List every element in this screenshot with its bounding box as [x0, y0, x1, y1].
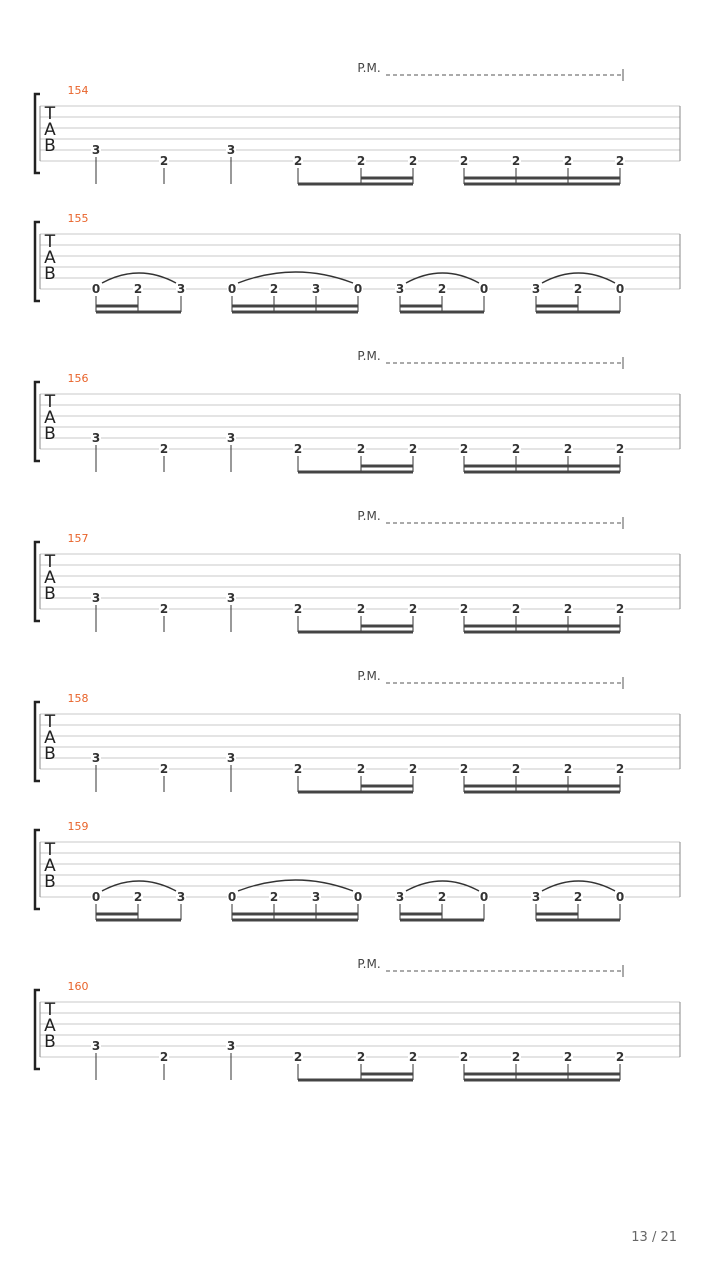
staff-system	[35, 820, 680, 922]
beam-secondary	[464, 785, 620, 788]
fret-number: 3	[226, 1039, 236, 1053]
fret-number: 3	[176, 890, 186, 904]
fret-number: 3	[395, 890, 405, 904]
tab-clef-letter: A	[44, 120, 56, 140]
staff-system	[35, 957, 680, 1082]
tab-clef-letter: A	[44, 1016, 56, 1036]
tab-clef-letter: T	[44, 392, 56, 412]
measure-number: 156	[67, 372, 89, 385]
fret-number: 3	[311, 890, 321, 904]
palm-mute-label: P.M.	[357, 669, 381, 683]
palm-mute-label: P.M.	[357, 509, 381, 523]
beam-secondary	[464, 625, 620, 628]
tab-clef-letter: B	[44, 584, 56, 604]
fret-number: 2	[615, 602, 625, 616]
beam	[536, 919, 620, 922]
fret-number: 0	[353, 890, 363, 904]
system-bracket	[35, 382, 40, 461]
tab-clef-letter: B	[44, 744, 56, 764]
fret-number: 2	[159, 1050, 169, 1064]
fret-number: 3	[91, 143, 101, 157]
beam	[400, 311, 484, 314]
fret-number: 2	[133, 282, 143, 296]
beam	[96, 919, 181, 922]
staff-system	[35, 669, 680, 794]
beam-secondary	[232, 305, 358, 308]
beam	[298, 631, 413, 634]
fret-number: 2	[159, 602, 169, 616]
fret-number: 0	[479, 890, 489, 904]
fret-number: 0	[615, 890, 625, 904]
measure-number: 159	[67, 820, 89, 833]
fret-number: 2	[511, 762, 521, 776]
tab-clef-letter: B	[44, 872, 56, 892]
fret-number: 2	[269, 282, 279, 296]
fret-number: 2	[356, 154, 366, 168]
tab-clef-letter: B	[44, 424, 56, 444]
fret-number: 3	[395, 282, 405, 296]
fret-number: 3	[226, 143, 236, 157]
measure-number: 157	[67, 532, 89, 545]
beam-secondary	[400, 913, 442, 916]
tab-clef-letter: T	[44, 840, 56, 860]
tab-clef-letter: B	[44, 1032, 56, 1052]
staff-system	[35, 349, 680, 474]
tab-clef-letter: T	[44, 104, 56, 124]
fret-number: 2	[356, 442, 366, 456]
beam	[232, 919, 358, 922]
beam	[464, 1079, 620, 1082]
beam	[298, 183, 413, 186]
fret-number: 2	[159, 154, 169, 168]
staff-system	[35, 212, 680, 314]
fret-number: 2	[459, 442, 469, 456]
fret-number: 2	[573, 890, 583, 904]
tab-clef-letter: A	[44, 568, 56, 588]
fret-number: 0	[227, 890, 237, 904]
fret-number: 2	[408, 602, 418, 616]
tab-clef-letter: T	[44, 712, 56, 732]
fret-number: 2	[459, 762, 469, 776]
fret-number: 3	[531, 890, 541, 904]
fret-number: 3	[226, 591, 236, 605]
palm-mute-label: P.M.	[357, 61, 381, 75]
tab-clef-letter: A	[44, 408, 56, 428]
staff-system	[35, 61, 680, 186]
beam	[400, 919, 484, 922]
beam	[464, 791, 620, 794]
beam	[298, 471, 413, 474]
system-bracket	[35, 222, 40, 301]
fret-number: 2	[573, 282, 583, 296]
fret-number: 2	[615, 154, 625, 168]
measure-number: 154	[67, 84, 89, 97]
system-bracket	[35, 702, 40, 781]
system-bracket	[35, 94, 40, 173]
fret-number: 2	[408, 1050, 418, 1064]
beam	[298, 1079, 413, 1082]
system-bracket	[35, 990, 40, 1069]
beam-secondary	[536, 913, 578, 916]
fret-number: 2	[437, 282, 447, 296]
fret-number: 0	[479, 282, 489, 296]
fret-number: 2	[408, 442, 418, 456]
fret-number: 3	[226, 431, 236, 445]
fret-number: 2	[459, 154, 469, 168]
system-bracket	[35, 542, 40, 621]
fret-number: 2	[269, 890, 279, 904]
beam-secondary	[361, 785, 413, 788]
fret-number: 2	[293, 154, 303, 168]
beam-secondary	[361, 465, 413, 468]
fret-number: 2	[511, 442, 521, 456]
fret-number: 0	[227, 282, 237, 296]
beam-secondary	[96, 913, 138, 916]
fret-number: 2	[615, 442, 625, 456]
fret-number: 2	[408, 154, 418, 168]
tab-clef-letter: B	[44, 136, 56, 156]
beam	[464, 631, 620, 634]
fret-number: 2	[356, 602, 366, 616]
fret-number: 2	[563, 442, 573, 456]
tab-clef-letter: A	[44, 728, 56, 748]
fret-number: 2	[511, 602, 521, 616]
tab-clef-letter: A	[44, 248, 56, 268]
fret-number: 2	[408, 762, 418, 776]
beam-secondary	[361, 625, 413, 628]
fret-number: 2	[356, 1050, 366, 1064]
fret-number: 2	[511, 1050, 521, 1064]
fret-number: 0	[615, 282, 625, 296]
fret-number: 3	[91, 591, 101, 605]
fret-number: 2	[615, 762, 625, 776]
beam	[536, 311, 620, 314]
fret-number: 2	[459, 1050, 469, 1064]
beam-secondary	[400, 305, 442, 308]
fret-number: 3	[91, 751, 101, 765]
fret-number: 0	[91, 282, 101, 296]
beam	[464, 183, 620, 186]
beam	[298, 791, 413, 794]
fret-number: 2	[437, 890, 447, 904]
beam-secondary	[96, 305, 138, 308]
beam	[232, 311, 358, 314]
fret-number: 0	[91, 890, 101, 904]
system-bracket	[35, 830, 40, 909]
fret-number: 3	[311, 282, 321, 296]
fret-number: 2	[293, 442, 303, 456]
fret-number: 3	[91, 431, 101, 445]
fret-number: 2	[356, 762, 366, 776]
beam	[464, 471, 620, 474]
fret-number: 2	[563, 602, 573, 616]
beam-secondary	[536, 305, 578, 308]
page-number: 13 / 21	[631, 1230, 677, 1245]
fret-number: 3	[531, 282, 541, 296]
measure-number: 158	[67, 692, 89, 705]
beam-secondary	[464, 177, 620, 180]
fret-number: 2	[563, 1050, 573, 1064]
fret-number: 0	[353, 282, 363, 296]
beam-secondary	[232, 913, 358, 916]
fret-number: 2	[563, 762, 573, 776]
fret-number: 2	[563, 154, 573, 168]
staff-system	[35, 509, 680, 634]
fret-number: 3	[176, 282, 186, 296]
fret-number: 2	[159, 442, 169, 456]
tab-clef-letter: B	[44, 264, 56, 284]
fret-number: 2	[615, 1050, 625, 1064]
palm-mute-label: P.M.	[357, 349, 381, 363]
fret-number: 2	[293, 762, 303, 776]
beam-secondary	[361, 1073, 413, 1076]
beam-secondary	[464, 1073, 620, 1076]
fret-number: 2	[133, 890, 143, 904]
beam-secondary	[464, 465, 620, 468]
tab-clef-letter: A	[44, 856, 56, 876]
fret-number: 2	[159, 762, 169, 776]
tab-clef-letter: T	[44, 1000, 56, 1020]
tab-clef-letter: T	[44, 232, 56, 252]
beam	[96, 311, 181, 314]
fret-number: 2	[293, 602, 303, 616]
measure-number: 155	[67, 212, 89, 225]
beam-secondary	[361, 177, 413, 180]
palm-mute-label: P.M.	[357, 957, 381, 971]
fret-number: 2	[511, 154, 521, 168]
fret-number: 3	[226, 751, 236, 765]
fret-number: 2	[293, 1050, 303, 1064]
fret-number: 3	[91, 1039, 101, 1053]
measure-number: 160	[67, 980, 89, 993]
tab-clef-letter: T	[44, 552, 56, 572]
fret-number: 2	[459, 602, 469, 616]
